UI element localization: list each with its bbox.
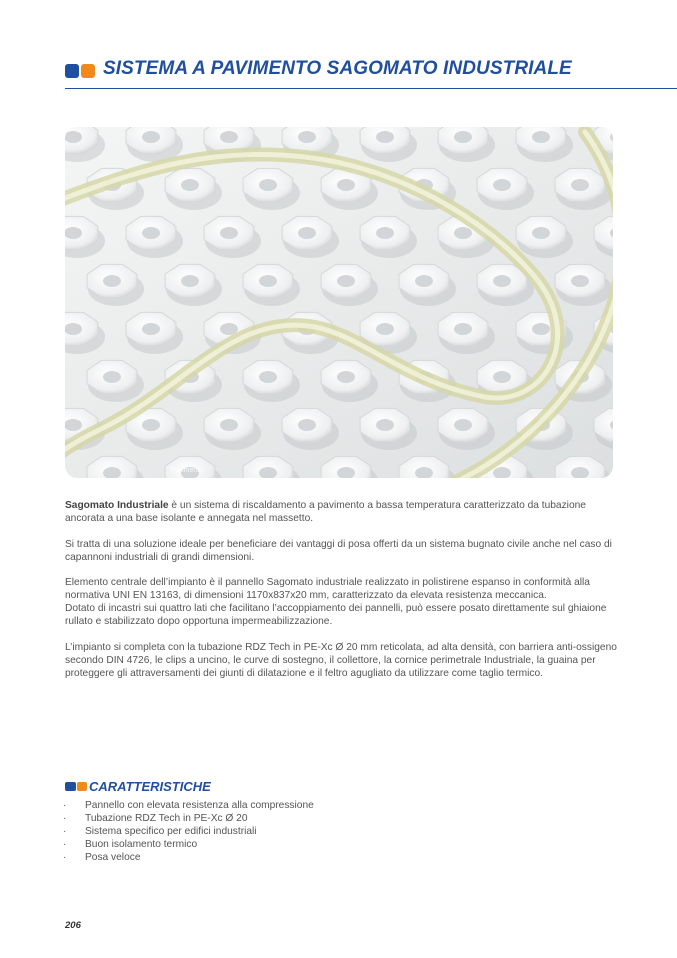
page-number: 206 (65, 920, 81, 931)
header-divider (65, 88, 677, 89)
intro-text: è un sistema di riscaldamento a pavimento a bassa temperatura caratterizzato da tubazione ancorata a una base isolante e annegata nel massetto. (65, 500, 586, 524)
list-item (63, 839, 314, 852)
orange-square-icon (77, 782, 87, 791)
bullet-icon: · (63, 825, 67, 837)
paragraph-2: Si tratta di una soluzione ideale per beneficiare dei vantaggi di posa offerti da un sistema bugnato civile anche nel caso di capannoni industriali di grandi dimensioni. (65, 538, 612, 563)
brand-squares-icon (65, 64, 95, 78)
features-title: CARATTERISTICHE (89, 779, 211, 794)
page-title: SISTEMA A PAVIMENTO SAGOMATO INDUSTRIALE (103, 58, 572, 79)
list-item-text: Buon isolamento termico (85, 838, 198, 850)
list-item-text: Pannello con elevata resistenza alla compressione (85, 800, 314, 811)
bullet-icon: · (63, 838, 67, 850)
list-item-text: Posa veloce (85, 851, 141, 863)
product-name: Sagomato Industriale (65, 500, 169, 511)
product-photo (65, 127, 613, 478)
insulation-panel-illustration (65, 127, 613, 478)
list-item (63, 813, 314, 826)
list-item (63, 826, 314, 839)
paragraph-4: L’impianto si completa con la tubazione RDZ Tech in PE-Xc Ø 20 mm reticolata, ad alta densità, con barriera anti-ossigeno secondo DIN 4726, le clips a uncino, le curve di sostegno, il collettore, la cornice perimetrale Industriale, la guaina per proteggere gli attraversamenti dei giunti di dilatazione e il feltro agugliato da utilizzare come taglio termico. (65, 641, 617, 679)
description-text (65, 500, 621, 694)
bullet-icon: · (63, 800, 67, 811)
features-list (63, 800, 314, 865)
list-item-text: Sistema specifico per edifici industriali (85, 825, 257, 837)
bullet-icon: · (63, 812, 67, 824)
photo-watermark: Pavimento (170, 467, 204, 474)
blue-square-icon (65, 782, 76, 791)
list-item (63, 852, 314, 865)
bullet-icon: · (63, 851, 67, 863)
list-item-text: Tubazione RDZ Tech in PE-Xc Ø 20 (85, 812, 248, 824)
list-item (63, 800, 314, 813)
blue-square-icon (65, 64, 79, 78)
page-header (0, 56, 677, 89)
orange-square-icon (81, 64, 95, 78)
paragraph-3b: Dotato di incastri sui quattro lati che facilitano l’accoppiamento dei pannelli, può essere posato direttamente sul ghiaione rullato e stabilizzato dopo opportuna impermeabilizzazione. (65, 603, 607, 628)
intro-paragraph (65, 500, 621, 526)
paragraph-3a: Elemento centrale dell’impianto è il pannello Sagomato industriale realizzato in polistirene espanso in conformità alla normativa UNI EN 13163, di dimensioni 1170x837x20 mm, caratterizzato da elevata resistenza meccanica. (65, 577, 590, 602)
